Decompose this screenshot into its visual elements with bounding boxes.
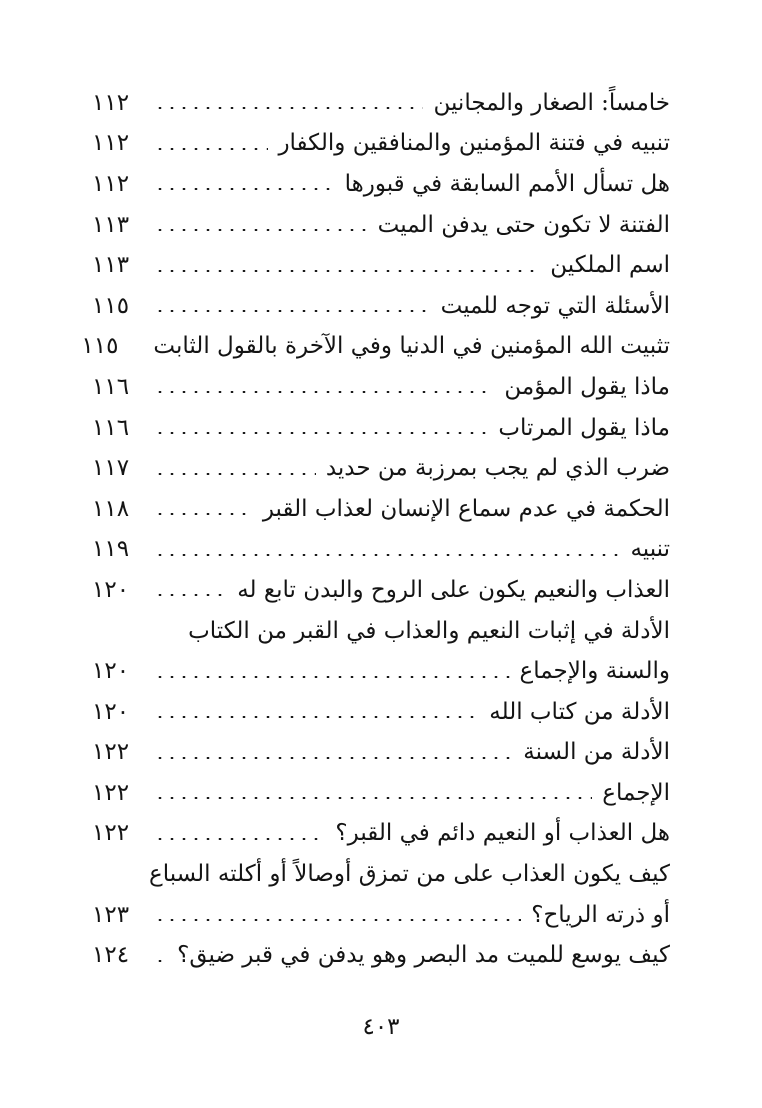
toc-entry [92, 570, 670, 611]
toc-entry-title: أو ذرته الرياح؟ [531, 901, 670, 928]
table-of-contents [81, 83, 670, 976]
toc-entry-page: ١١٥ [92, 292, 130, 319]
toc-entry-page: ١٢٤ [92, 942, 130, 969]
toc-entry-page: ١١٣ [92, 252, 130, 279]
toc-entry-page: ١١٧ [92, 455, 130, 482]
page-number: ٤٠٣ [362, 1014, 400, 1040]
toc-entry [92, 286, 670, 327]
toc-entry-title: الفتنة لا تكون حتى يدفن الميت [377, 211, 670, 238]
toc-entry-page: ١١٨ [92, 495, 130, 522]
toc-entry-page: ١٢٠ [92, 698, 130, 725]
toc-entry-title: الأدلة من السنة [523, 739, 670, 766]
toc-entry [92, 124, 670, 165]
dot-leader [154, 473, 316, 475]
toc-entry [92, 935, 670, 976]
toc-entry-title: الحكمة في عدم سماع الإنسان لعذاب القبر [262, 495, 670, 522]
toc-entry-page: ١١٣ [92, 211, 130, 238]
dot-leader [154, 757, 513, 759]
toc-entry-continued [92, 854, 670, 895]
toc-entry [92, 814, 670, 855]
toc-entry [92, 773, 670, 814]
toc-entry-page: ١٢٢ [92, 820, 130, 847]
toc-entry-title: كيف يوسع للميت مد البصر وهو يدفن في قبر ضيق؟ [177, 942, 670, 969]
toc-entry [92, 367, 670, 408]
toc-entry-title: تنبيه في فتنة المؤمنين والمنافقين والكفار [278, 130, 670, 157]
toc-entry [92, 692, 670, 733]
dot-leader [154, 188, 335, 190]
toc-entry-title: الأدلة من كتاب الله [489, 698, 670, 725]
toc-entry-title: الأسئلة التي توجه للميت [440, 292, 670, 319]
dot-leader [154, 513, 253, 515]
toc-entry [92, 408, 670, 449]
dot-leader [154, 716, 479, 718]
dot-leader [154, 554, 620, 556]
dot-leader [154, 797, 592, 799]
toc-entry-title: العذاب والنعيم يكون على الروح والبدن تابع له [237, 576, 670, 603]
toc-entry-title: تنبيه [630, 536, 670, 563]
toc-entry-title: كيف يكون العذاب على من تمزق أوصالاً أو أكلته السباع [148, 861, 670, 888]
toc-entry-continued [92, 611, 670, 652]
toc-entry [92, 83, 670, 124]
toc-entry-page: ١١٦ [92, 414, 130, 441]
toc-entry-title: هل العذاب أو النعيم دائم في القبر؟ [335, 820, 670, 847]
toc-entry-page: ١٢٣ [92, 901, 130, 928]
toc-entry [92, 205, 670, 246]
toc-entry [92, 448, 670, 489]
toc-entry [92, 489, 670, 530]
toc-entry-title: هل تسأل الأمم السابقة في قبورها [344, 170, 670, 197]
dot-leader [154, 919, 521, 921]
toc-entry-title: تثبيت الله المؤمنين في الدنيا وفي الآخرة بالقول الثابت [153, 333, 670, 360]
toc-entry [81, 327, 670, 368]
toc-entry-title: خامساً: الصغار والمجانين [433, 89, 670, 116]
dot-leader [154, 107, 423, 109]
dot-leader [154, 676, 510, 678]
dot-leader [154, 838, 325, 840]
toc-entry-page: ١١٢ [92, 89, 130, 116]
dot-leader [154, 310, 431, 312]
toc-entry [92, 530, 670, 571]
toc-entry [92, 164, 670, 205]
toc-entry-page: ١٢٢ [92, 779, 130, 806]
toc-entry-title: الإجماع [602, 779, 670, 806]
toc-entry-title: ضرب الذي لم يجب بمرزبة من حديد [325, 455, 670, 482]
toc-entry-page: ١١٦ [92, 373, 130, 400]
toc-entry-title: اسم الملكين [550, 252, 670, 279]
toc-entry-page: ١٢٠ [92, 576, 130, 603]
dot-leader [154, 391, 494, 393]
toc-entry [92, 895, 670, 936]
dot-leader [154, 432, 488, 434]
dot-leader [154, 148, 268, 150]
dot-leader [154, 270, 540, 272]
toc-entry [92, 733, 670, 774]
toc-entry-title: الأدلة في إثبات النعيم والعذاب في القبر من الكتاب [188, 617, 670, 644]
toc-entry [92, 651, 670, 692]
toc-entry [92, 245, 670, 286]
dot-leader [154, 594, 227, 596]
toc-entry-page: ١١٢ [92, 170, 130, 197]
toc-entry-title: والسنة والإجماع [519, 658, 670, 685]
toc-entry-page: ١١٢ [92, 130, 130, 157]
dot-leader [154, 229, 368, 231]
toc-entry-page: ١١٥ [81, 333, 119, 360]
toc-entry-title: ماذا يقول المرتاب [498, 414, 670, 441]
toc-entry-page: ١٢٢ [92, 739, 130, 766]
toc-entry-page: ١٢٠ [92, 658, 130, 685]
dot-leader [154, 960, 167, 962]
toc-entry-page: ١١٩ [92, 536, 130, 563]
toc-entry-title: ماذا يقول المؤمن [504, 373, 670, 400]
